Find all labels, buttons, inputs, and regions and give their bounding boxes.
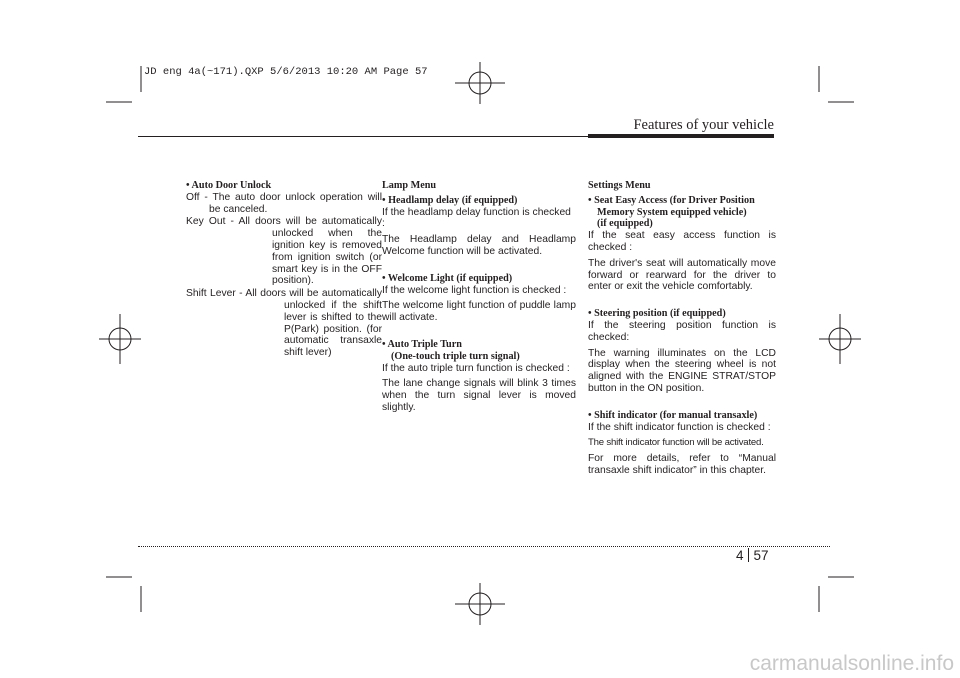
registration-target-bottom xyxy=(455,583,505,625)
welcome-light-heading: • Welcome Light (if equipped) xyxy=(382,272,513,284)
registration-target-top xyxy=(455,62,505,104)
shift-indicator-heading: • Shift indicator (for manual transaxle) xyxy=(588,409,758,421)
steering-position-heading: • Steering position (if equipped) xyxy=(588,308,726,320)
footer-dotted-rule xyxy=(138,546,830,547)
seat-easy-access-heading-line3: (if equipped) xyxy=(597,218,653,230)
header-bar xyxy=(588,134,774,138)
welcome-light-condition: If the welcome light function is checked : xyxy=(382,284,567,296)
seat-easy-access-heading-line2: Memory System equipped vehicle) xyxy=(597,206,747,218)
header-rule xyxy=(138,136,588,137)
column-settings-menu xyxy=(588,180,776,481)
auto-triple-turn-condition: If the auto triple turn function is checked : xyxy=(382,362,570,374)
auto-triple-turn-subheading: (One-touch triple turn signal) xyxy=(391,350,520,362)
page-number-separator xyxy=(748,548,749,562)
steering-position-description: The warning illuminates on the LCD display when the steering wheel is not aligned with the ENGINE STRAT/STOP button in the ON position. xyxy=(588,347,776,394)
auto-door-unlock-heading: • Auto Door Unlock xyxy=(186,180,272,191)
column-auto-door-unlock xyxy=(186,180,382,360)
headlamp-delay-description: The Headlamp delay and Headlamp Welcome function will be activated. xyxy=(382,234,576,257)
watermark: carmanualsonline.info xyxy=(749,652,954,675)
auto-door-unlock-keyout-item: Key Out - All doors will be automatically unlocked when the ignition key is removed from ignition switch (or smart key is in the OFF position). xyxy=(186,216,382,287)
page-number xyxy=(736,548,769,563)
chapter-number: 4 xyxy=(736,548,744,563)
shift-indicator-reference: For more details, refer to “Manual transaxle shift indicator” in this chapter. xyxy=(588,453,776,476)
steering-position-condition: If the steering position function is checked: xyxy=(588,319,776,343)
headlamp-delay-condition: If the headlamp delay function is checked : xyxy=(382,206,571,230)
settings-menu-title: Settings Menu xyxy=(588,180,651,191)
print-slug-line: JD eng 4a(~171).QXP 5/6/2013 10:20 AM Page 57 xyxy=(144,66,428,78)
seat-easy-access-condition: If the seat easy access function is checked : xyxy=(588,230,776,253)
auto-door-unlock-off-item: Off - The auto door unlock operation will be canceled. xyxy=(186,191,382,215)
seat-easy-access-description: The driver's seat will automatically move forward or rearward for the driver to enter or exit the vehicle comfortably. xyxy=(588,257,776,293)
headlamp-delay-heading: • Headlamp delay (if equipped) xyxy=(382,194,518,206)
page-number-value: 57 xyxy=(753,548,769,563)
section-header-title: Features of your vehicle xyxy=(633,117,774,133)
welcome-light-description: The welcome light function of puddle lamp will activate. xyxy=(382,300,576,324)
seat-easy-access-heading: • Seat Easy Access (for Driver Position xyxy=(588,194,755,206)
column-lamp-menu xyxy=(382,180,576,418)
auto-door-unlock-shift-item: Shift Lever - All doors will be automatically unlocked if the shift lever is shifted to the P(Park) position. (for automatic transaxle shift lever) xyxy=(186,288,382,359)
shift-indicator-activation: The shift indicator function will be activated. xyxy=(588,437,764,449)
shift-indicator-condition: If the shift indicator function is checked : xyxy=(588,421,771,433)
registration-target-left xyxy=(99,314,141,364)
auto-triple-turn-heading: • Auto Triple Turn xyxy=(382,338,462,350)
registration-target-right xyxy=(819,314,861,364)
auto-triple-turn-description: The lane change signals will blink 3 times when the turn signal lever is moved slightly. xyxy=(382,378,576,413)
lamp-menu-title: Lamp Menu xyxy=(382,180,437,191)
